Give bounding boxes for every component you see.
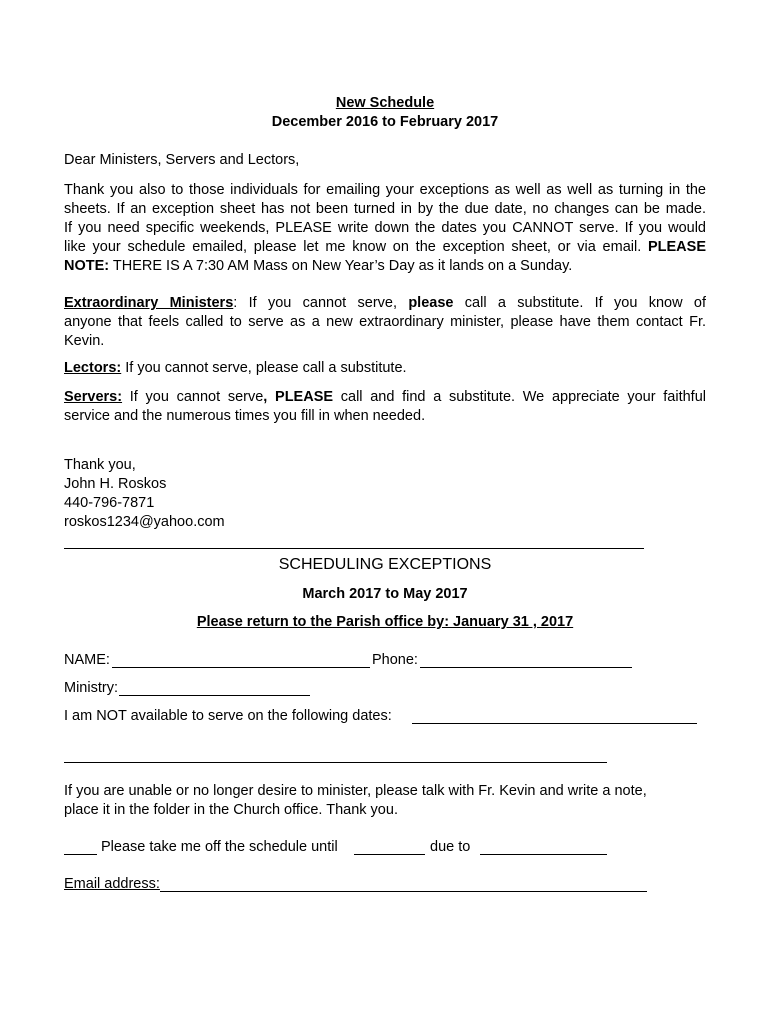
off-schedule-label: Please take me off the schedule until	[101, 839, 338, 855]
extraordinary-ministers-heading: Extraordinary Ministers	[64, 295, 234, 311]
title-line	[0, 94, 770, 113]
paragraph-text: : If you cannot serve,	[233, 295, 409, 311]
unavailable-dates-label: I am NOT available to serve on the following dates:	[64, 708, 392, 724]
letter-header	[0, 94, 770, 132]
note-line: If you are unable or no longer desire to minister, please talk with Fr. Kevin and write a note,	[64, 783, 647, 799]
paragraph-line	[64, 294, 706, 313]
intro-line: Thank you also to those individuals for emailing your exceptions as well as well as turning in the	[64, 182, 706, 198]
intro-text: like your schedule emailed, please let me know on the exception sheet, or via email.	[64, 239, 648, 255]
note-line: place it in the folder in the Church office. Thank you.	[64, 802, 398, 818]
intro-line	[64, 238, 706, 257]
return-notice-line	[0, 613, 770, 632]
ministry-label: Ministry:	[64, 680, 118, 696]
due-to-label: due to	[430, 839, 471, 855]
servers-heading: Servers:	[64, 389, 123, 405]
servers-paragraph	[64, 388, 706, 426]
schedule-period: December 2016 to February 2017	[271, 114, 499, 130]
email-row	[0, 875, 770, 894]
return-deadline: Please return to the Parish office by: January 31 , 2017	[196, 614, 574, 630]
salutation: Dear Ministers, Servers and Lectors,	[64, 152, 300, 168]
paragraph-line: service and the numerous times you fill in when needed.	[64, 408, 426, 424]
unavailable-dates-field[interactable]	[412, 707, 697, 724]
intro-line: If you need specific weekends, PLEASE write down the dates you CANNOT serve. If you would	[64, 220, 706, 236]
name-field[interactable]	[112, 651, 370, 668]
intro-paragraph	[64, 181, 706, 276]
phone-label: Phone:	[372, 652, 418, 668]
paragraph-line: anyone that feels called to serve as a new extraordinary minister, please have them contact Fr.	[64, 314, 706, 330]
please-emphasis: please	[408, 295, 454, 311]
page-title: New Schedule	[335, 95, 435, 111]
paragraph-line	[64, 388, 706, 407]
unavailable-dates-row	[0, 707, 770, 726]
phone-field[interactable]	[420, 651, 632, 668]
signature-block	[64, 456, 706, 532]
signature-name: John H. Roskos	[64, 476, 167, 492]
please-emphasis: , PLEASE	[263, 389, 334, 405]
stop-ministering-note	[64, 782, 706, 820]
lectors-paragraph	[64, 359, 706, 378]
off-schedule-checkbox-blank[interactable]	[64, 838, 97, 855]
email-label: Email address:	[64, 876, 160, 892]
name-label: NAME:	[64, 652, 110, 668]
signature-email: roskos1234@yahoo.com	[64, 514, 225, 530]
paragraph-text: call a substitute. If you know of	[453, 295, 706, 311]
extraordinary-ministers-paragraph	[64, 294, 706, 351]
email-field[interactable]	[160, 875, 647, 892]
intro-line: sheets. If an exception sheet has not been turned in by the due date, no changes can be made.	[64, 201, 706, 217]
form-heading: SCHEDULING EXCEPTIONS	[278, 556, 492, 573]
paragraph-text: call and find a substitute. We appreciate your faithful	[333, 389, 706, 405]
due-to-field[interactable]	[480, 838, 607, 855]
form-period: March 2017 to May 2017	[302, 586, 468, 602]
please-emphasis: PLEASE	[647, 239, 706, 255]
paragraph-text: If you cannot serve	[122, 389, 264, 405]
section-divider	[64, 548, 644, 549]
signature-phone: 440-796-7871	[64, 495, 155, 511]
intro-text: THERE IS A 7:30 AM Mass on New Year’s Day as it lands on a Sunday.	[109, 258, 573, 274]
off-schedule-until-field[interactable]	[354, 838, 425, 855]
off-schedule-row	[0, 838, 770, 857]
paragraph-line: Kevin.	[64, 333, 105, 349]
name-phone-row	[0, 651, 770, 670]
ministry-row	[0, 679, 770, 698]
lectors-heading: Lectors:	[64, 360, 122, 376]
period-line	[0, 113, 770, 132]
intro-line	[64, 257, 706, 276]
paragraph-text: If you cannot serve, please call a substitute.	[121, 360, 407, 376]
signature-closing: Thank you,	[64, 457, 136, 473]
note-label: NOTE:	[64, 258, 110, 274]
ministry-field[interactable]	[119, 679, 310, 696]
unavailable-dates-field-continued[interactable]	[64, 762, 607, 763]
